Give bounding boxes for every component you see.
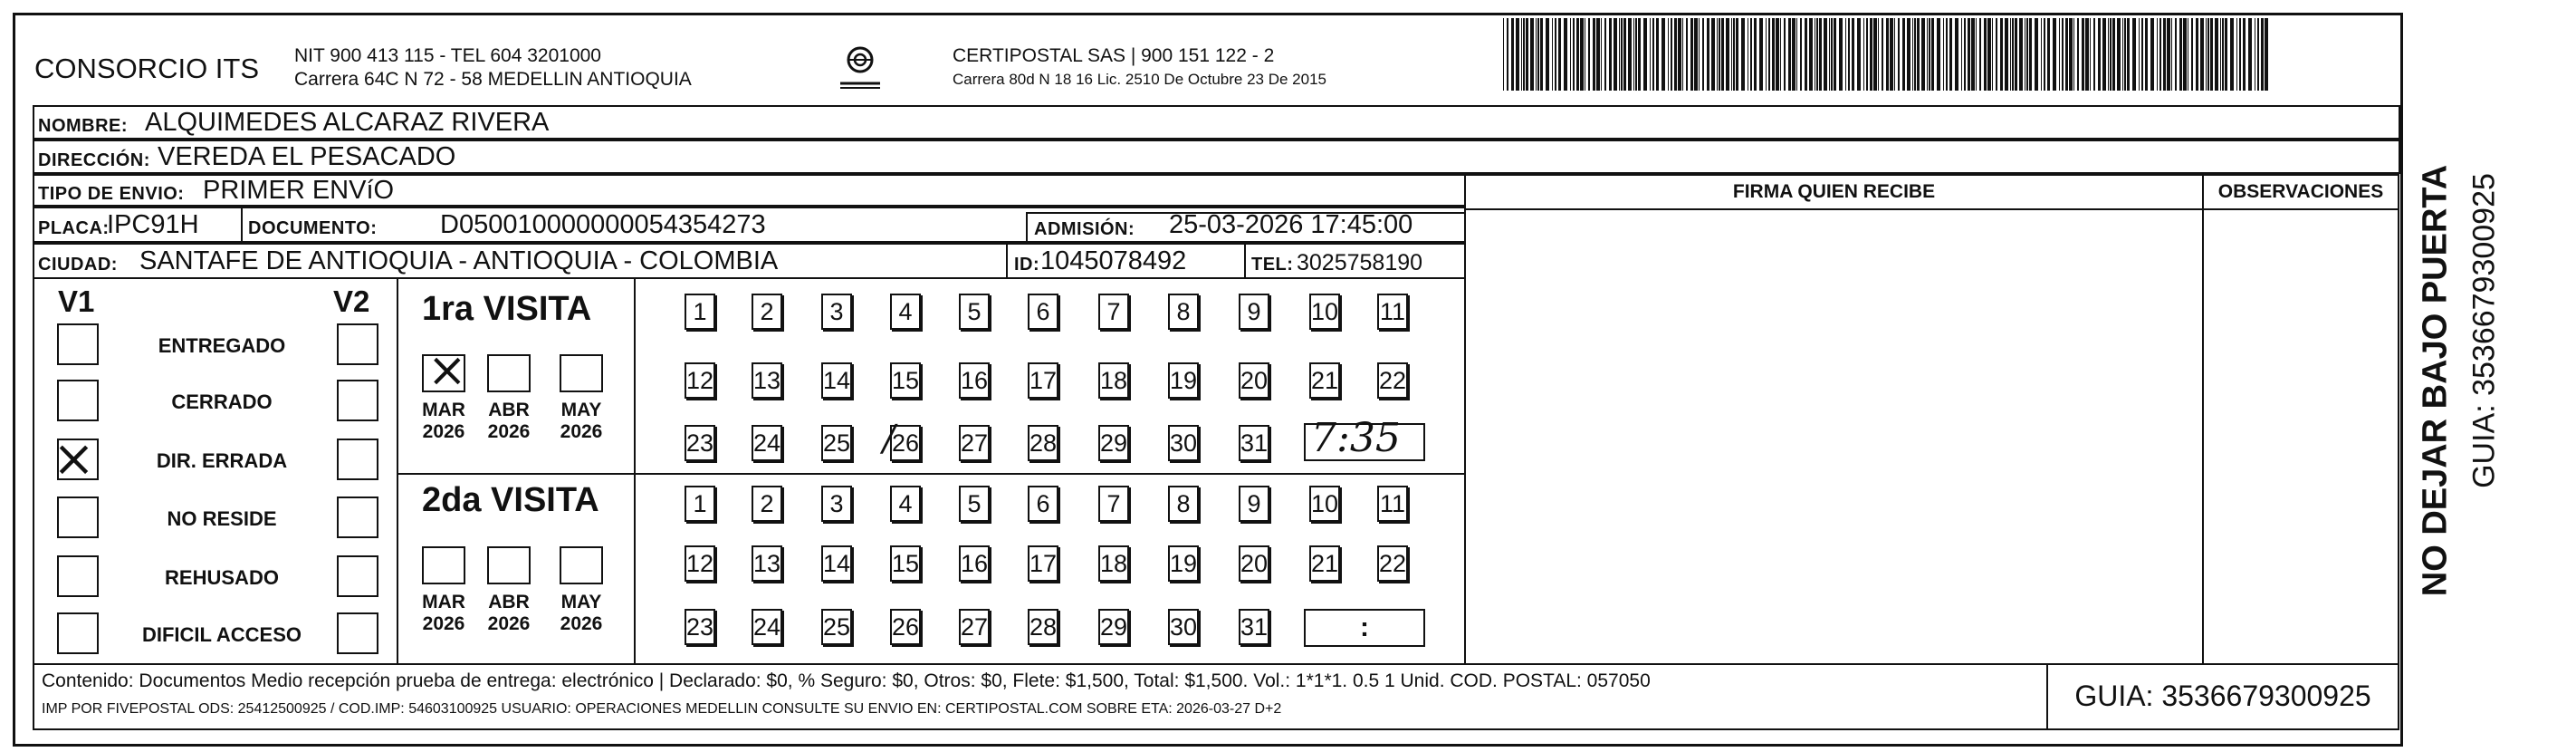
- v1-check-mark: ×: [53, 429, 95, 488]
- v2-checkbox[interactable]: [337, 555, 378, 597]
- tel-value: 3025758190: [1297, 250, 1423, 275]
- day-box[interactable]: 2: [752, 486, 782, 522]
- placa-label: PLACA:: [38, 218, 110, 238]
- placa-value: IPC91H: [107, 210, 199, 239]
- reason-label: DIR. ERRADA: [156, 449, 288, 472]
- day-box[interactable]: 15: [890, 362, 921, 399]
- day-box[interactable]: 4: [890, 294, 921, 330]
- day-box[interactable]: 28: [1028, 425, 1058, 461]
- row-ciudad: [33, 243, 1466, 279]
- reason-label: ENTREGADO: [158, 334, 286, 357]
- v2-checkbox[interactable]: [337, 439, 378, 480]
- reason-label: DIFICIL ACCESO: [141, 623, 302, 646]
- observations-header: OBSERVACIONES: [2217, 181, 2384, 202]
- day-box[interactable]: 10: [1309, 486, 1340, 522]
- day-box[interactable]: 27: [959, 609, 990, 645]
- day-box[interactable]: 6: [1028, 486, 1058, 522]
- day-box[interactable]: 27: [959, 425, 990, 461]
- signature-header-line: [1464, 208, 2204, 210]
- day-box[interactable]: 9: [1239, 294, 1269, 330]
- day-box[interactable]: 31: [1239, 609, 1269, 645]
- admision-value: 25-03-2026 17:45:00: [1169, 210, 1413, 239]
- day-box[interactable]: 26: [890, 609, 921, 645]
- day-box[interactable]: 31: [1239, 425, 1269, 461]
- day-box[interactable]: 19: [1168, 362, 1199, 399]
- day-box[interactable]: 30: [1168, 609, 1199, 645]
- month-checkbox[interactable]: [487, 354, 531, 392]
- v2-checkbox[interactable]: [337, 612, 378, 654]
- v2-checkbox[interactable]: [337, 380, 378, 421]
- day-box[interactable]: 11: [1377, 294, 1408, 330]
- visit2-time: :: [1360, 612, 1369, 642]
- v1-checkbox[interactable]: [57, 323, 99, 365]
- day-box[interactable]: 29: [1098, 609, 1129, 645]
- day-box[interactable]: 15: [890, 545, 921, 582]
- month-label: MAR 2026: [422, 400, 465, 442]
- row-nombre: [33, 105, 2400, 140]
- month-checkbox[interactable]: [560, 354, 603, 392]
- placa-divider: [241, 208, 243, 245]
- row-direccion: [33, 140, 2400, 174]
- admision-label: ADMISIÓN:: [1034, 219, 1135, 239]
- day-box[interactable]: 10: [1309, 294, 1340, 330]
- day-box[interactable]: 21: [1309, 545, 1340, 582]
- day-box[interactable]: 5: [959, 486, 990, 522]
- day-box[interactable]: 18: [1098, 362, 1129, 399]
- day-box[interactable]: 8: [1168, 294, 1199, 330]
- day-mark: ∕: [883, 418, 895, 459]
- day-box[interactable]: 17: [1028, 545, 1058, 582]
- day-box[interactable]: 20: [1239, 362, 1269, 399]
- day-box[interactable]: 30: [1168, 425, 1199, 461]
- reasons-divider: [397, 277, 398, 665]
- signature-area[interactable]: [1464, 174, 2204, 665]
- documento-value: D050010000000054354273: [440, 210, 766, 239]
- day-box[interactable]: 13: [752, 545, 782, 582]
- visit1-title: 1ra VISITA: [422, 290, 592, 328]
- row-tipo-envio: [33, 174, 1466, 207]
- reason-label: CERRADO: [171, 390, 273, 413]
- observations-area[interactable]: [2202, 174, 2399, 665]
- ciudad-value: SANTAFE DE ANTIOQUIA - ANTIOQUIA - COLOMBIA: [139, 246, 779, 275]
- month-label: MAR 2026: [422, 592, 465, 634]
- v1-checkbox[interactable]: [57, 380, 99, 421]
- day-box[interactable]: 11: [1377, 486, 1408, 522]
- visit2-title: 2da VISITA: [422, 481, 599, 519]
- day-box[interactable]: 5: [959, 294, 990, 330]
- day-box[interactable]: 1: [685, 486, 715, 522]
- id-value: 1045078492: [1040, 246, 1187, 275]
- day-box[interactable]: 9: [1239, 486, 1269, 522]
- sender-address: Carrera 64C N 72 - 58 MEDELLIN ANTIOQUIA: [294, 69, 692, 90]
- signature-header: FIRMA QUIEN RECIBE: [1732, 181, 1936, 202]
- day-box[interactable]: 6: [1028, 294, 1058, 330]
- visit1-time: 7:35: [1311, 415, 1401, 461]
- certipostal-logo: [835, 40, 886, 91]
- side-guia: GUIA: 3536679300925: [2466, 173, 2502, 488]
- carrier-license: Carrera 80d N 18 16 Lic. 2510 De Octubre 23 De 2015: [953, 71, 1326, 88]
- id-label: ID:: [1014, 255, 1040, 275]
- v1-checkbox[interactable]: [57, 497, 99, 538]
- day-box[interactable]: 13: [752, 362, 782, 399]
- day-box[interactable]: 18: [1098, 545, 1129, 582]
- reason-label: REHUSADO: [165, 566, 279, 589]
- day-box[interactable]: 19: [1168, 545, 1199, 582]
- day-box[interactable]: 20: [1239, 545, 1269, 582]
- side-warning: NO DEJAR BAJO PUERTA: [2416, 164, 2455, 597]
- carrier-name: CERTIPOSTAL SAS | 900 151 122 - 2: [953, 45, 1275, 66]
- day-box[interactable]: 16: [959, 362, 990, 399]
- day-box[interactable]: 25: [821, 425, 852, 461]
- sender-name: CONSORCIO ITS: [34, 53, 260, 84]
- v2-checkbox[interactable]: [337, 497, 378, 538]
- day-box[interactable]: 3: [821, 294, 852, 330]
- day-box[interactable]: 24: [752, 425, 782, 461]
- direccion-label: DIRECCIÓN:: [38, 150, 150, 170]
- day-box[interactable]: 12: [685, 362, 715, 399]
- reason-label: NO RESIDE: [167, 507, 277, 530]
- day-box[interactable]: 7: [1098, 486, 1129, 522]
- month-label: MAY 2026: [560, 400, 603, 442]
- month-checkbox[interactable]: [422, 546, 465, 584]
- v2-label: V2: [333, 284, 370, 318]
- ciudad-label: CIUDAD:: [38, 255, 118, 275]
- day-box[interactable]: 22: [1377, 545, 1408, 582]
- footer-guia: GUIA: 3536679300925: [2074, 680, 2371, 712]
- footer-imp: IMP POR FIVEPOSTAL ODS: 25412500925 / COD.IMP: 54603100925 USUARIO: OPERACIONES MEDELLIN CONSULTE SU ENVIO EN: CERTIPOSTAL.COM SOBRE ETA: 2026-03-27 D+2: [42, 701, 1282, 717]
- month-label: ABR 2026: [487, 400, 531, 442]
- day-box[interactable]: 17: [1028, 362, 1058, 399]
- day-box[interactable]: 2: [752, 294, 782, 330]
- day-box[interactable]: 23: [685, 425, 715, 461]
- month-label: MAY 2026: [560, 592, 603, 634]
- day-box[interactable]: 25: [821, 609, 852, 645]
- tel-divider: [1244, 245, 1246, 281]
- visit-divider: [397, 473, 1466, 475]
- day-box[interactable]: 8: [1168, 486, 1199, 522]
- day-box[interactable]: 4: [890, 486, 921, 522]
- nombre-value: ALQUIMEDES ALCARAZ RIVERA: [145, 108, 550, 137]
- direccion-value: VEREDA EL PESACADO: [158, 142, 456, 171]
- footer-contenido: Contenido: Documentos Medio recepción prueba de entrega: electrónico | Declarado: $0, % Seguro: $0, Otros: $0, Flete: $1,500, Total: $1,500. Vol.: 1*1*1. 0.5 1 Unid. COD. POSTAL: 057050: [42, 670, 1651, 691]
- v1-label: V1: [58, 284, 95, 318]
- v1-checkbox[interactable]: [57, 612, 99, 654]
- month-divider: [634, 277, 636, 665]
- barcode: [1503, 18, 2273, 91]
- id-divider: [1006, 245, 1008, 281]
- day-box[interactable]: 3: [821, 486, 852, 522]
- day-box[interactable]: 21: [1309, 362, 1340, 399]
- day-box[interactable]: 14: [821, 362, 852, 399]
- day-box[interactable]: 14: [821, 545, 852, 582]
- observations-header-line: [2202, 208, 2399, 210]
- day-box[interactable]: 26: [890, 425, 921, 461]
- documento-label: DOCUMENTO:: [248, 218, 378, 238]
- day-box[interactable]: 12: [685, 545, 715, 582]
- month-label: ABR 2026: [487, 592, 531, 634]
- month-check-mark: ×: [427, 343, 467, 398]
- tipo-envio-value: PRIMER ENVíO: [203, 176, 395, 205]
- month-checkbox[interactable]: [560, 546, 603, 584]
- row-placa: [33, 207, 1466, 243]
- nombre-label: NOMBRE:: [38, 116, 129, 136]
- day-box[interactable]: 16: [959, 545, 990, 582]
- day-box[interactable]: 22: [1377, 362, 1408, 399]
- tipo-envio-label: TIPO DE ENVIO:: [38, 184, 185, 204]
- day-box[interactable]: 29: [1098, 425, 1129, 461]
- day-box[interactable]: 28: [1028, 609, 1058, 645]
- day-box[interactable]: 7: [1098, 294, 1129, 330]
- tel-label: TEL:: [1251, 255, 1294, 275]
- v2-checkbox[interactable]: [337, 323, 378, 365]
- day-box[interactable]: 24: [752, 609, 782, 645]
- day-box[interactable]: 1: [685, 294, 715, 330]
- sender-nit-tel: NIT 900 413 115 - TEL 604 3201000: [294, 45, 601, 66]
- v1-checkbox[interactable]: [57, 555, 99, 597]
- month-checkbox[interactable]: [487, 546, 531, 584]
- day-box[interactable]: 23: [685, 609, 715, 645]
